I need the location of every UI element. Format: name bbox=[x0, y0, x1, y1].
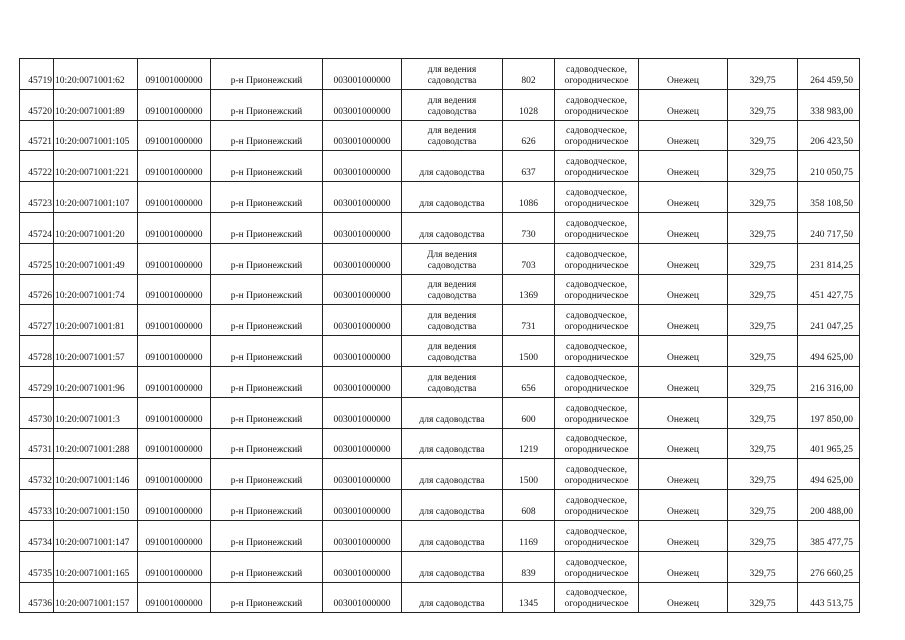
okato-code-cell: 091001000000 bbox=[138, 59, 211, 90]
specific-value-cell: 329,75 bbox=[728, 490, 798, 521]
area-cell: 1500 bbox=[503, 459, 555, 490]
permitted-use-cell: для садоводства bbox=[402, 520, 503, 551]
use-code-cell: 003001000000 bbox=[323, 490, 402, 521]
settlement-cell: Онежец bbox=[639, 428, 728, 459]
okato-code-cell: 091001000000 bbox=[138, 336, 211, 367]
use-code-cell: 003001000000 bbox=[323, 182, 402, 213]
district-cell: р-н Прионежский bbox=[211, 274, 323, 305]
row-number-cell: 45736 bbox=[20, 582, 54, 613]
cadastral-value-cell: 401 965,25 bbox=[798, 428, 860, 459]
cadastral-number-cell: 10:20:0071001:81 bbox=[54, 305, 138, 336]
district-cell: р-н Прионежский bbox=[211, 428, 323, 459]
table-row bbox=[20, 582, 860, 613]
permitted-use-cell: для садоводства bbox=[402, 397, 503, 428]
district-cell: р-н Прионежский bbox=[211, 59, 323, 90]
district-cell: р-н Прионежский bbox=[211, 366, 323, 397]
use-code-cell: 003001000000 bbox=[323, 520, 402, 551]
specific-value-cell: 329,75 bbox=[728, 243, 798, 274]
okato-code-cell: 091001000000 bbox=[138, 243, 211, 274]
cadastral-number-cell: 10:20:0071001:62 bbox=[54, 59, 138, 90]
cadastral-number-cell: 10:20:0071001:221 bbox=[54, 151, 138, 182]
cadastral-number-cell: 10:20:0071001:165 bbox=[54, 551, 138, 582]
cadastral-number-cell: 10:20:0071001:3 bbox=[54, 397, 138, 428]
land-category-cell: садоводческое, огородническое bbox=[555, 151, 639, 182]
row-number-cell: 45722 bbox=[20, 151, 54, 182]
district-cell: р-н Прионежский bbox=[211, 151, 323, 182]
table-row bbox=[20, 89, 860, 120]
settlement-cell: Онежец bbox=[639, 582, 728, 613]
area-cell: 839 bbox=[503, 551, 555, 582]
cadastral-value-cell: 264 459,50 bbox=[798, 59, 860, 90]
cadastral-number-cell: 10:20:0071001:147 bbox=[54, 520, 138, 551]
cadastral-value-cell: 451 427,75 bbox=[798, 274, 860, 305]
use-code-cell: 003001000000 bbox=[323, 397, 402, 428]
row-number-cell: 45733 bbox=[20, 490, 54, 521]
table-row bbox=[20, 59, 860, 90]
permitted-use-cell: для садоводства bbox=[402, 428, 503, 459]
permitted-use-cell: для ведения садоводства bbox=[402, 274, 503, 305]
cadastral-value-cell: 231 814,25 bbox=[798, 243, 860, 274]
cadastral-number-cell: 10:20:0071001:74 bbox=[54, 274, 138, 305]
specific-value-cell: 329,75 bbox=[728, 89, 798, 120]
settlement-cell: Онежец bbox=[639, 243, 728, 274]
okato-code-cell: 091001000000 bbox=[138, 428, 211, 459]
land-parcel-table bbox=[19, 58, 860, 613]
land-category-cell: садоводческое, огородническое bbox=[555, 366, 639, 397]
district-cell: р-н Прионежский bbox=[211, 212, 323, 243]
area-cell: 637 bbox=[503, 151, 555, 182]
cadastral-value-cell: 197 850,00 bbox=[798, 397, 860, 428]
cadastral-number-cell: 10:20:0071001:89 bbox=[54, 89, 138, 120]
district-cell: р-н Прионежский bbox=[211, 89, 323, 120]
land-category-cell: садоводческое, огородническое bbox=[555, 490, 639, 521]
use-code-cell: 003001000000 bbox=[323, 305, 402, 336]
district-cell: р-н Прионежский bbox=[211, 582, 323, 613]
settlement-cell: Онежец bbox=[639, 182, 728, 213]
cadastral-value-cell: 358 108,50 bbox=[798, 182, 860, 213]
permitted-use-cell: для ведения садоводства bbox=[402, 336, 503, 367]
permitted-use-cell: для ведения садоводства bbox=[402, 305, 503, 336]
permitted-use-cell: Для ведения садоводства bbox=[402, 243, 503, 274]
settlement-cell: Онежец bbox=[639, 120, 728, 151]
okato-code-cell: 091001000000 bbox=[138, 274, 211, 305]
row-number-cell: 45727 bbox=[20, 305, 54, 336]
area-cell: 1169 bbox=[503, 520, 555, 551]
permitted-use-cell: для ведения садоводства bbox=[402, 89, 503, 120]
area-cell: 1028 bbox=[503, 89, 555, 120]
cadastral-number-cell: 10:20:0071001:57 bbox=[54, 336, 138, 367]
permitted-use-cell: для садоводства bbox=[402, 582, 503, 613]
land-category-cell: садоводческое, огородническое bbox=[555, 89, 639, 120]
row-number-cell: 45728 bbox=[20, 336, 54, 367]
okato-code-cell: 091001000000 bbox=[138, 582, 211, 613]
permitted-use-cell: для ведения садоводства bbox=[402, 120, 503, 151]
use-code-cell: 003001000000 bbox=[323, 243, 402, 274]
use-code-cell: 003001000000 bbox=[323, 336, 402, 367]
row-number-cell: 45729 bbox=[20, 366, 54, 397]
okato-code-cell: 091001000000 bbox=[138, 459, 211, 490]
settlement-cell: Онежец bbox=[639, 366, 728, 397]
land-category-cell: садоводческое, огородническое bbox=[555, 243, 639, 274]
land-category-cell: садоводческое, огородническое bbox=[555, 397, 639, 428]
cadastral-value-cell: 494 625,00 bbox=[798, 459, 860, 490]
cadastral-number-cell: 10:20:0071001:49 bbox=[54, 243, 138, 274]
cadastral-number-cell: 10:20:0071001:288 bbox=[54, 428, 138, 459]
settlement-cell: Онежец bbox=[639, 336, 728, 367]
area-cell: 731 bbox=[503, 305, 555, 336]
permitted-use-cell: для садоводства bbox=[402, 212, 503, 243]
okato-code-cell: 091001000000 bbox=[138, 120, 211, 151]
table-row bbox=[20, 212, 860, 243]
specific-value-cell: 329,75 bbox=[728, 459, 798, 490]
settlement-cell: Онежец bbox=[639, 520, 728, 551]
table-row bbox=[20, 336, 860, 367]
table-row bbox=[20, 551, 860, 582]
cadastral-value-cell: 216 316,00 bbox=[798, 366, 860, 397]
area-cell: 703 bbox=[503, 243, 555, 274]
land-category-cell: садоводческое, огородническое bbox=[555, 551, 639, 582]
cadastral-value-cell: 210 050,75 bbox=[798, 151, 860, 182]
use-code-cell: 003001000000 bbox=[323, 366, 402, 397]
row-number-cell: 45725 bbox=[20, 243, 54, 274]
specific-value-cell: 329,75 bbox=[728, 520, 798, 551]
cadastral-value-cell: 494 625,00 bbox=[798, 336, 860, 367]
district-cell: р-н Прионежский bbox=[211, 336, 323, 367]
use-code-cell: 003001000000 bbox=[323, 551, 402, 582]
specific-value-cell: 329,75 bbox=[728, 582, 798, 613]
area-cell: 802 bbox=[503, 59, 555, 90]
use-code-cell: 003001000000 bbox=[323, 59, 402, 90]
row-number-cell: 45732 bbox=[20, 459, 54, 490]
land-category-cell: садоводческое, огородническое bbox=[555, 582, 639, 613]
permitted-use-cell: для садоводства bbox=[402, 551, 503, 582]
land-category-cell: садоводческое, огородническое bbox=[555, 459, 639, 490]
table-row bbox=[20, 182, 860, 213]
okato-code-cell: 091001000000 bbox=[138, 490, 211, 521]
cadastral-value-cell: 443 513,75 bbox=[798, 582, 860, 613]
specific-value-cell: 329,75 bbox=[728, 59, 798, 90]
settlement-cell: Онежец bbox=[639, 397, 728, 428]
specific-value-cell: 329,75 bbox=[728, 182, 798, 213]
row-number-cell: 45735 bbox=[20, 551, 54, 582]
settlement-cell: Онежец bbox=[639, 274, 728, 305]
settlement-cell: Онежец bbox=[639, 490, 728, 521]
okato-code-cell: 091001000000 bbox=[138, 305, 211, 336]
area-cell: 608 bbox=[503, 490, 555, 521]
land-category-cell: садоводческое, огородническое bbox=[555, 305, 639, 336]
use-code-cell: 003001000000 bbox=[323, 151, 402, 182]
specific-value-cell: 329,75 bbox=[728, 551, 798, 582]
use-code-cell: 003001000000 bbox=[323, 428, 402, 459]
settlement-cell: Онежец bbox=[639, 551, 728, 582]
use-code-cell: 003001000000 bbox=[323, 89, 402, 120]
specific-value-cell: 329,75 bbox=[728, 120, 798, 151]
cadastral-value-cell: 276 660,25 bbox=[798, 551, 860, 582]
area-cell: 1500 bbox=[503, 336, 555, 367]
cadastral-value-cell: 240 717,50 bbox=[798, 212, 860, 243]
cadastral-number-cell: 10:20:0071001:107 bbox=[54, 182, 138, 213]
cadastral-number-cell: 10:20:0071001:20 bbox=[54, 212, 138, 243]
table-row bbox=[20, 243, 860, 274]
permitted-use-cell: для садоводства bbox=[402, 490, 503, 521]
row-number-cell: 45723 bbox=[20, 182, 54, 213]
table-row bbox=[20, 428, 860, 459]
row-number-cell: 45724 bbox=[20, 212, 54, 243]
row-number-cell: 45730 bbox=[20, 397, 54, 428]
permitted-use-cell: для ведения садоводства bbox=[402, 366, 503, 397]
area-cell: 656 bbox=[503, 366, 555, 397]
cadastral-number-cell: 10:20:0071001:157 bbox=[54, 582, 138, 613]
okato-code-cell: 091001000000 bbox=[138, 397, 211, 428]
row-number-cell: 45734 bbox=[20, 520, 54, 551]
table-row bbox=[20, 397, 860, 428]
specific-value-cell: 329,75 bbox=[728, 305, 798, 336]
land-category-cell: садоводческое, огородническое bbox=[555, 520, 639, 551]
cadastral-number-cell: 10:20:0071001:105 bbox=[54, 120, 138, 151]
okato-code-cell: 091001000000 bbox=[138, 366, 211, 397]
settlement-cell: Онежец bbox=[639, 59, 728, 90]
table-row bbox=[20, 490, 860, 521]
table-row bbox=[20, 120, 860, 151]
use-code-cell: 003001000000 bbox=[323, 274, 402, 305]
row-number-cell: 45721 bbox=[20, 120, 54, 151]
settlement-cell: Онежец bbox=[639, 212, 728, 243]
specific-value-cell: 329,75 bbox=[728, 274, 798, 305]
table-row bbox=[20, 274, 860, 305]
district-cell: р-н Прионежский bbox=[211, 490, 323, 521]
cadastral-number-cell: 10:20:0071001:96 bbox=[54, 366, 138, 397]
permitted-use-cell: для садоводства bbox=[402, 182, 503, 213]
land-category-cell: садоводческое, огородническое bbox=[555, 182, 639, 213]
district-cell: р-н Прионежский bbox=[211, 305, 323, 336]
okato-code-cell: 091001000000 bbox=[138, 520, 211, 551]
cadastral-value-cell: 338 983,00 bbox=[798, 89, 860, 120]
cadastral-number-cell: 10:20:0071001:146 bbox=[54, 459, 138, 490]
permitted-use-cell: для садоводства bbox=[402, 459, 503, 490]
table-body bbox=[20, 59, 860, 613]
area-cell: 1219 bbox=[503, 428, 555, 459]
settlement-cell: Онежец bbox=[639, 305, 728, 336]
okato-code-cell: 091001000000 bbox=[138, 89, 211, 120]
area-cell: 600 bbox=[503, 397, 555, 428]
use-code-cell: 003001000000 bbox=[323, 120, 402, 151]
area-cell: 1345 bbox=[503, 582, 555, 613]
cadastral-number-cell: 10:20:0071001:150 bbox=[54, 490, 138, 521]
row-number-cell: 45719 bbox=[20, 59, 54, 90]
row-number-cell: 45731 bbox=[20, 428, 54, 459]
permitted-use-cell: для садоводства bbox=[402, 151, 503, 182]
district-cell: р-н Прионежский bbox=[211, 243, 323, 274]
okato-code-cell: 091001000000 bbox=[138, 182, 211, 213]
cadastral-value-cell: 206 423,50 bbox=[798, 120, 860, 151]
land-category-cell: садоводческое, огородническое bbox=[555, 274, 639, 305]
use-code-cell: 003001000000 bbox=[323, 582, 402, 613]
area-cell: 730 bbox=[503, 212, 555, 243]
land-category-cell: садоводческое, огородническое bbox=[555, 428, 639, 459]
area-cell: 1086 bbox=[503, 182, 555, 213]
area-cell: 1369 bbox=[503, 274, 555, 305]
specific-value-cell: 329,75 bbox=[728, 212, 798, 243]
cadastral-value-cell: 200 488,00 bbox=[798, 490, 860, 521]
permitted-use-cell: для ведения садоводства bbox=[402, 59, 503, 90]
cadastral-value-cell: 241 047,25 bbox=[798, 305, 860, 336]
row-number-cell: 45726 bbox=[20, 274, 54, 305]
row-number-cell: 45720 bbox=[20, 89, 54, 120]
district-cell: р-н Прионежский bbox=[211, 551, 323, 582]
table-row bbox=[20, 151, 860, 182]
cadastral-value-cell: 385 477,75 bbox=[798, 520, 860, 551]
land-category-cell: садоводческое, огородническое bbox=[555, 120, 639, 151]
district-cell: р-н Прионежский bbox=[211, 182, 323, 213]
land-category-cell: садоводческое, огородническое bbox=[555, 59, 639, 90]
specific-value-cell: 329,75 bbox=[728, 366, 798, 397]
okato-code-cell: 091001000000 bbox=[138, 551, 211, 582]
district-cell: р-н Прионежский bbox=[211, 120, 323, 151]
settlement-cell: Онежец bbox=[639, 89, 728, 120]
table-row bbox=[20, 305, 860, 336]
use-code-cell: 003001000000 bbox=[323, 459, 402, 490]
specific-value-cell: 329,75 bbox=[728, 397, 798, 428]
specific-value-cell: 329,75 bbox=[728, 336, 798, 367]
land-category-cell: садоводческое, огородническое bbox=[555, 336, 639, 367]
district-cell: р-н Прионежский bbox=[211, 397, 323, 428]
specific-value-cell: 329,75 bbox=[728, 151, 798, 182]
district-cell: р-н Прионежский bbox=[211, 459, 323, 490]
area-cell: 626 bbox=[503, 120, 555, 151]
table-row bbox=[20, 459, 860, 490]
okato-code-cell: 091001000000 bbox=[138, 151, 211, 182]
specific-value-cell: 329,75 bbox=[728, 428, 798, 459]
settlement-cell: Онежец bbox=[639, 151, 728, 182]
use-code-cell: 003001000000 bbox=[323, 212, 402, 243]
okato-code-cell: 091001000000 bbox=[138, 212, 211, 243]
table-row bbox=[20, 366, 860, 397]
district-cell: р-н Прионежский bbox=[211, 520, 323, 551]
table-row bbox=[20, 520, 860, 551]
land-category-cell: садоводческое, огородническое bbox=[555, 212, 639, 243]
settlement-cell: Онежец bbox=[639, 459, 728, 490]
